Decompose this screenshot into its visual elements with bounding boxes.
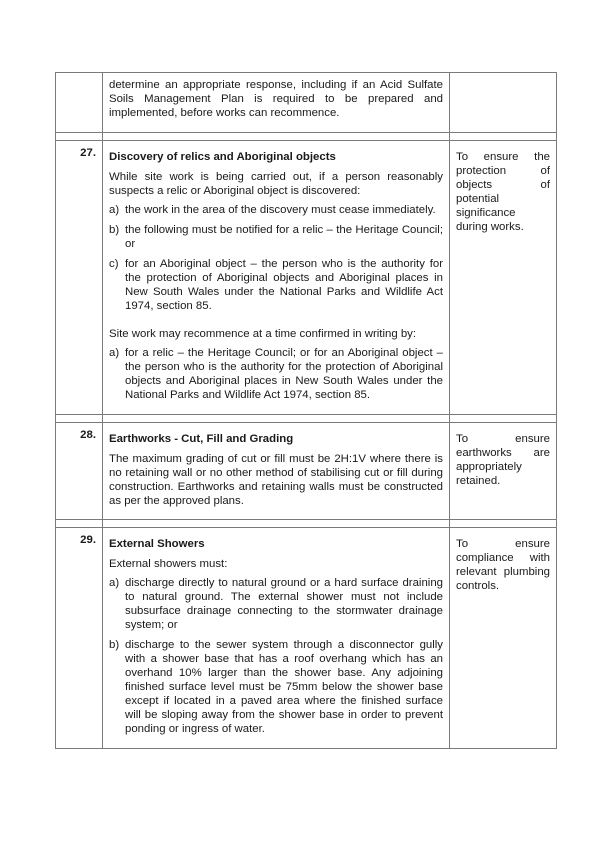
condition-row [56, 528, 557, 749]
list-item-text: the following must be notified for a relic – the Heritage Council; or [125, 224, 443, 250]
list-marker: c) [109, 258, 119, 270]
condition-reason: To ensure the protection of objects of potential significance during works. [456, 151, 550, 233]
list-marker: a) [109, 577, 120, 589]
list-marker: a) [109, 347, 120, 359]
condition-intro: While site work is being carried out, if a person reasonably suspects a relic or Aboriginal object is discovered: [109, 171, 443, 197]
list-item-text: discharge directly to natural ground or a hard surface draining to natural ground. The external shower must not include subsurface drainage connecting to the stormwater drainage system; or [125, 577, 443, 631]
conditions-table [55, 72, 557, 749]
condition-intro: The maximum grading of cut or fill must be 2H:1V where there is no retaining wall or no other method of stabilising cut or fill during construction. Earthworks and retaining walls must be constructed as per the approved plans. [109, 453, 443, 507]
list-marker: a) [109, 204, 120, 216]
list-item [109, 223, 443, 251]
spacer-row [56, 415, 557, 423]
list-item [109, 638, 443, 736]
condition-body [103, 423, 450, 520]
list-item-text: for a relic – the Heritage Council; or for an Aboriginal object – the person who is the authority for the protection of Aboriginal objects and Aboriginal places in New South Wales under the National Parks and Wildlife Act 1974, section 85. [125, 347, 443, 401]
condition-reason: To ensure earthworks are appropriately retained. [456, 433, 550, 487]
condition-number: 29. [56, 528, 103, 749]
condition-number: 28. [56, 423, 103, 520]
condition-list [109, 203, 443, 313]
continuation-row [56, 73, 557, 133]
continuation-reason-cell [450, 73, 557, 133]
condition-row [56, 141, 557, 415]
condition-intro: External showers must: [109, 558, 228, 570]
condition-body [103, 528, 450, 749]
condition-list [109, 576, 443, 736]
condition-reason-cell [450, 528, 557, 749]
condition-title: Earthworks - Cut, Fill and Grading [109, 433, 294, 445]
condition-reason-cell [450, 423, 557, 520]
spacer-row [56, 133, 557, 141]
condition-reason: To ensure compliance with relevant plumbing controls. [456, 538, 550, 592]
list-item [109, 257, 443, 313]
condition-row [56, 423, 557, 520]
condition-intro-secondary: Site work may recommence at a time confirmed in writing by: [109, 328, 417, 340]
spacer-row [56, 520, 557, 528]
condition-reason-cell [450, 141, 557, 415]
continuation-text: determine an appropriate response, including if an Acid Sulfate Soils Management Plan is required to be prepared and implemented, before works can recommence. [109, 79, 443, 119]
condition-title: Discovery of relics and Aboriginal objects [109, 151, 336, 163]
list-item [109, 203, 443, 217]
condition-list [109, 346, 443, 402]
list-item-text: discharge to the sewer system through a disconnector gully with a shower base that has a roof overhang which has an overhand 10% larger than the shower base. Any adjoining finished surface level must be 75mm below the shower base except if located in a paved area where the finished surface will be sloping away from the shower base in order to prevent ponding or ingress of water. [125, 639, 443, 735]
list-marker: b) [109, 224, 120, 236]
list-item [109, 346, 443, 402]
condition-body [103, 141, 450, 415]
list-item-text: the work in the area of the discovery must cease immediately. [125, 204, 436, 216]
list-item [109, 576, 443, 632]
condition-number: 27. [56, 141, 103, 415]
list-item-text: for an Aboriginal object – the person who is the authority for the protection of Aboriginal objects and Aboriginal places in New South Wales under the National Parks and Wildlife Act 1974, section 85. [125, 258, 443, 312]
condition-title: External Showers [109, 538, 205, 550]
continuation-body-cell [103, 73, 450, 133]
list-marker: b) [109, 639, 120, 651]
continuation-number-cell [56, 73, 103, 133]
